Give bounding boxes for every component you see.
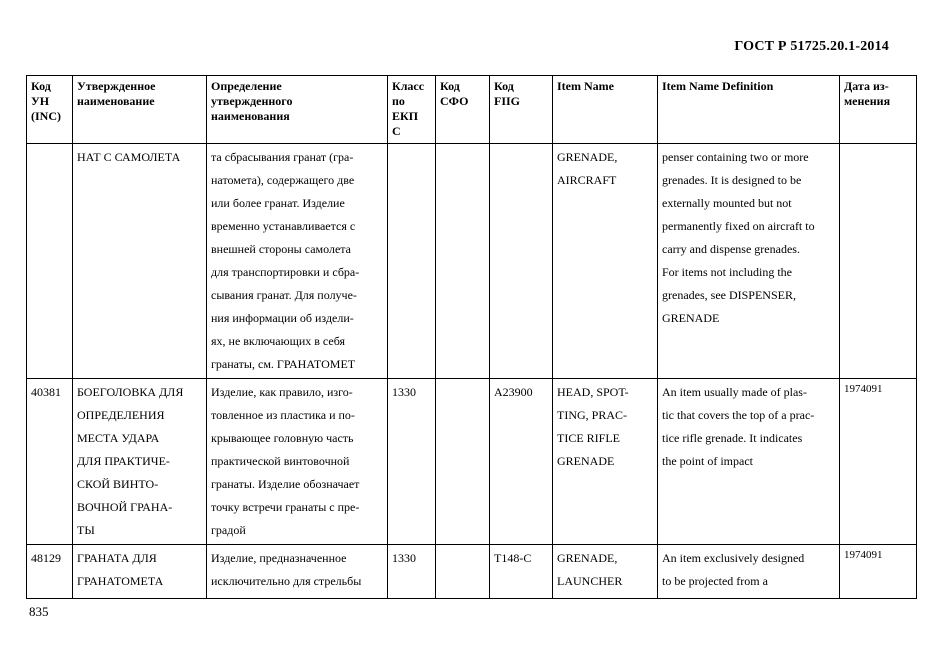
cell-class: 1330 xyxy=(388,545,436,599)
cell-item-name: GRENADE, LAUNCHER xyxy=(553,545,658,599)
cell-fiig xyxy=(490,144,553,379)
cell-name: БОЕГОЛОВКА ДЛЯ ОПРЕДЕЛЕНИЯ МЕСТА УДАРА ДЛЯ ПРАКТИЧЕ- СКОЙ ВИНТО- ВОЧНОЙ ГРАНА- ТЫ xyxy=(73,379,207,545)
cell-inc: 48129 xyxy=(27,545,73,599)
items-table xyxy=(26,75,917,599)
cell-name: НАТ С САМОЛЕТА xyxy=(73,144,207,379)
cell-inc xyxy=(27,144,73,379)
col-header-date: Дата из- менения xyxy=(840,76,917,144)
col-header-name: Утвержденное наименование xyxy=(73,76,207,144)
cell-class: 1330 xyxy=(388,379,436,545)
cell-sfo xyxy=(436,144,490,379)
cell-fiig: A23900 xyxy=(490,379,553,545)
cell-item-definition: penser containing two or more grenades. It is designed to be externally mounted but not permanently fixed on aircraft to carry and dispense grenades. For items not including the grenades, see DISPENSER, GRENADE xyxy=(658,144,840,379)
col-header-item-definition: Item Name Definition xyxy=(658,76,840,144)
col-header-class: Класс по ЕКП С xyxy=(388,76,436,144)
col-header-definition: Определение утвержденного наименования xyxy=(207,76,388,144)
table-row xyxy=(27,144,917,379)
cell-definition: Изделие, предназначенное исключительно для стрельбы xyxy=(207,545,388,599)
table-row xyxy=(27,379,917,545)
table-row xyxy=(27,545,917,599)
table-header-row xyxy=(27,76,917,144)
cell-date xyxy=(840,144,917,379)
col-header-sfo: Код СФО xyxy=(436,76,490,144)
cell-name: ГРАНАТА ДЛЯ ГРАНАТОМЕТА xyxy=(73,545,207,599)
cell-item-definition: An item usually made of plas- tic that covers the top of a prac- tice rifle grenade. It indicates the point of impact xyxy=(658,379,840,545)
document-title: ГОСТ Р 51725.20.1-2014 xyxy=(734,39,889,54)
cell-sfo xyxy=(436,379,490,545)
col-header-item-name: Item Name xyxy=(553,76,658,144)
col-header-fiig: Код FIIG xyxy=(490,76,553,144)
cell-item-definition: An item exclusively designed to be projected from a xyxy=(658,545,840,599)
cell-date: 1974091 xyxy=(840,379,917,545)
cell-inc: 40381 xyxy=(27,379,73,545)
cell-class xyxy=(388,144,436,379)
cell-item-name: GRENADE, AIRCRAFT xyxy=(553,144,658,379)
cell-date: 1974091 xyxy=(840,545,917,599)
page-number: 835 xyxy=(29,604,49,619)
cell-definition: Изделие, как правило, изго- товленное из пластика и по- крывающее головную часть практической винтовочной гранаты. Изделие обозначает точку встречи гранаты с пре- градой xyxy=(207,379,388,545)
cell-definition: та сбрасывания гранат (гра- натомета), содержащего две или более гранат. Изделие временно устанавливается с внешней стороны самолета для транспортировки и сбра- сывания гранат. Для получе- ния информации об издели- ях, не включающих в себя гранаты, см. ГРАНАТОМЕТ xyxy=(207,144,388,379)
cell-fiig: T148-C xyxy=(490,545,553,599)
col-header-inc: Код УН (INC) xyxy=(27,76,73,144)
cell-sfo xyxy=(436,545,490,599)
cell-item-name: HEAD, SPOT- TING, PRAC- TICE RIFLE GRENADE xyxy=(553,379,658,545)
